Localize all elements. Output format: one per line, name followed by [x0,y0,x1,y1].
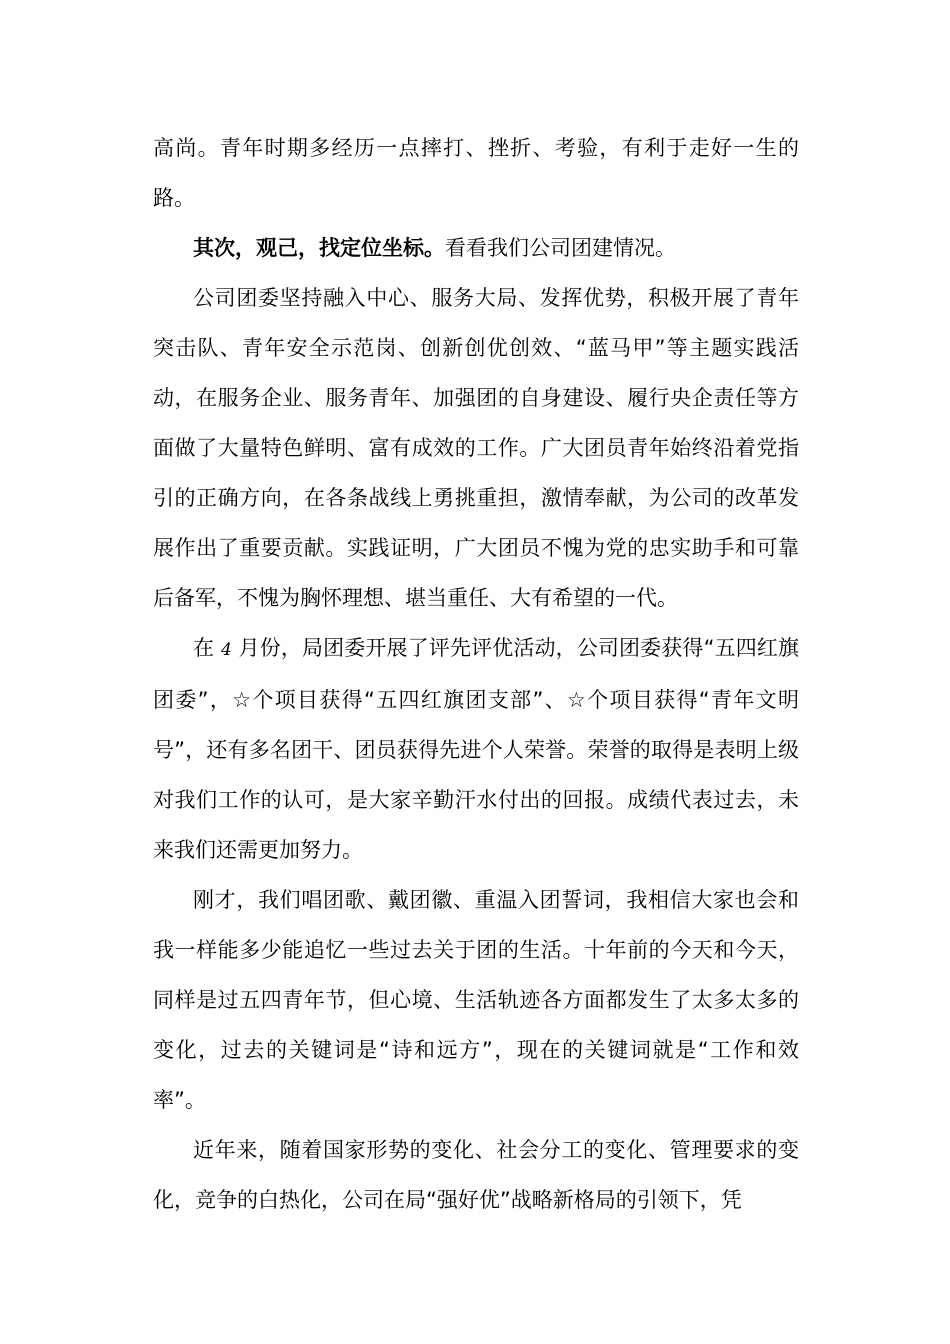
paragraph-1: 高尚。青年时期多经历一点摔打、挫折、考验，有利于走好一生的路。 [153,136,799,210]
month-number: 4 [220,640,232,660]
paragraph-4 [153,623,799,875]
section-heading-rest: 看看我们公司团建情况。 [445,236,676,260]
document-page [153,123,799,1225]
paragraph-6: 近年来，随着国家形势的变化、社会分工的变化、管理要求的变化，竞争的白热化，公司在局“强好优”战略新格局的引领下，凭 [153,1138,799,1212]
paragraph-5: 刚才，我们唱团歌、戴团徽、重温入团誓词，我相信大家也会和我一样能多少能追忆一些过去关于团的生活。十年前的今天和今天，同样是过五四青年节，但心境、生活轨迹各方面都发生了太多太多的变化，过去的关键词是“诗和远方”，现在的关键词就是“工作和效率”。 [153,888,799,1112]
paragraph-2 [153,223,799,273]
paragraph-4-post: 月份，局团委开展了评先评优活动，公司团委获得“五四红旗团委”，☆个项目获得“五四红旗团支部”、☆个项目获得“青年文明号”，还有多名团干、团员获得先进个人荣誉。荣誉的取得是表明上级对我们工作的认可，是大家辛勤汗水付出的回报。成绩代表过去，未来我们还需更加努力。 [153,636,799,862]
paragraph-4-pre: 在 [193,636,221,660]
section-heading: 其次，观己，找定位坐标。 [193,236,445,260]
paragraph-3: 公司团委坚持融入中心、服务大局、发挥优势，积极开展了青年突击队、青年安全示范岗、创新创优创效、“蓝马甲”等主题实践活动，在服务企业、服务青年、加强团的自身建设、履行央企责任等方面做了大量特色鲜明、富有成效的工作。广大团员青年始终沿着党指引的正确方向，在各条战线上勇挑重担，激情奉献，为公司的改革发展作出了重要贡献。实践证明，广大团员不愧为党的忠实助手和可靠后备军，不愧为胸怀理想、堪当重任、大有希望的一代。 [153,286,799,610]
